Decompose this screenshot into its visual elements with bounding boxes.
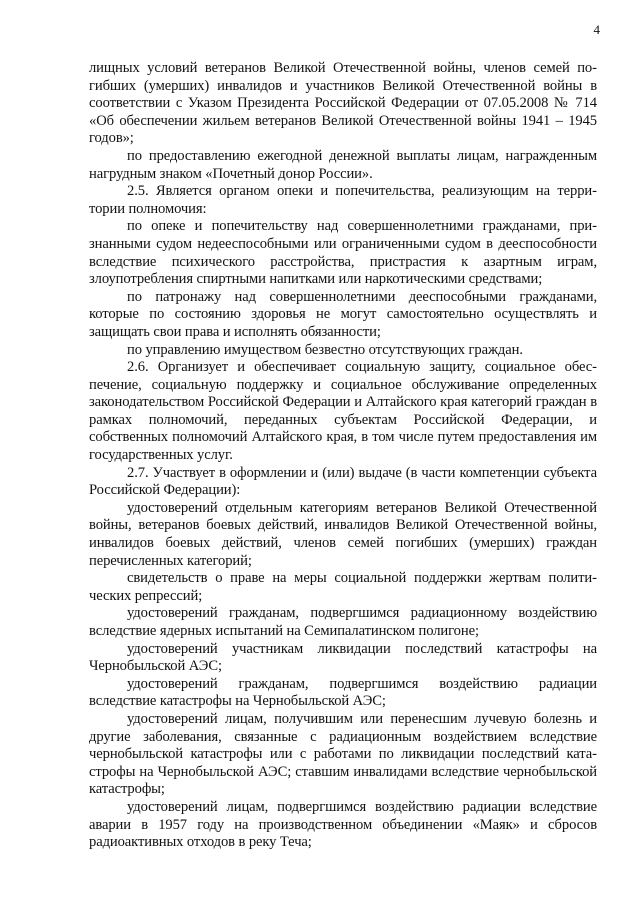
paragraph: свидетельств о праве на меры социальной поддержки жертвам политических репрессий; [89, 570, 597, 604]
paragraph: по предоставлению ежегодной денежной выплаты лицам, награжденным нагрудным знаком «Почетный донор России». [89, 147, 597, 182]
paragraph: лищных условий ветеранов Великой Отечественной войны, членов семей погибших (умерших) инвалидов и участников Великой Отечественной войны в соответствии с Указом Президента Российской Федерации от 07.05.2008 № 714 «Об обеспечении жильем ветеранов Великой Отечественной войны 1941 – 1945 годов»; [89, 60, 597, 147]
document-body [89, 60, 597, 852]
paragraph: удостоверений гражданам, подвергшимся воздействию радиации вследствие катастрофы на Чернобыльской АЭС; [89, 675, 597, 710]
paragraph: удостоверений гражданам, подвергшимся радиационному воздействию вследствие ядерных испытаний на Семипалатинском полигоне; [89, 605, 597, 639]
paragraph: удостоверений отдельным категориям ветеранов Великой Отечественной войны, ветеранов боевых действий, инвалидов Великой Отечественной войны, инвалидов боевых действий, членов семей погибших (умерших) граждан перечисленных категорий; [89, 499, 597, 569]
section-heading-paragraph: 2.6. Организует и обеспечивает социальную защиту, социальное обеспечение, социальную поддержку и социальное обслуживание определенных законодательством Российской Федерации и Алтайского края категорий граждан в рамках полномочий, переданных субъектам Российской Федерации, и собственных полномочий Алтайского края, в том числе путем предоставления им государственных услуг. [89, 359, 597, 464]
section-heading-paragraph: 2.5. Является органом опеки и попечительства, реализующим на территории полномочия: [89, 183, 597, 217]
paragraph: по патронажу над совершеннолетними дееспособными гражданами, которые по состоянию здоровья не могут самостоятельно осуществлять и защищать свои права и исполнять обязанности; [89, 288, 597, 340]
paragraph: удостоверений участникам ликвидации последствий катастрофы на Чернобыльской АЭС; [89, 640, 597, 675]
paragraph: по управлению имуществом безвестно отсутствующих граждан. [127, 341, 523, 358]
paragraph: удостоверений лицам, получившим или перенесшим лучевую болезнь и другие заболевания, связанные с радиационным воздействием вследствие чернобыльской катастрофы или с работами по ликвидации последствий катастрофы на Чернобыльской АЭС; ставшим инвалидами вследствие чернобыльской катастрофы; [89, 710, 597, 798]
paragraph: по опеке и попечительству над совершеннолетними гражданами, признанными судом недееспособными или ограниченными судом в дееспособности вследствие психического расстройства, пристрастия к азартным играм, злоупотребления спиртными напитками или наркотическими средствами; [89, 218, 597, 288]
section-heading-paragraph: 2.7. Участвует в оформлении и (или) выдаче (в части компетенции субъекта Российской Федерации): [89, 464, 597, 499]
page-number: 4 [593, 22, 600, 37]
paragraph: удостоверений лицам, подвергшимся воздействию радиации вследствие аварии в 1957 году на производственном объединении «Маяк» и сбросов радиоактивных отходов в реку Теча; [89, 798, 597, 851]
